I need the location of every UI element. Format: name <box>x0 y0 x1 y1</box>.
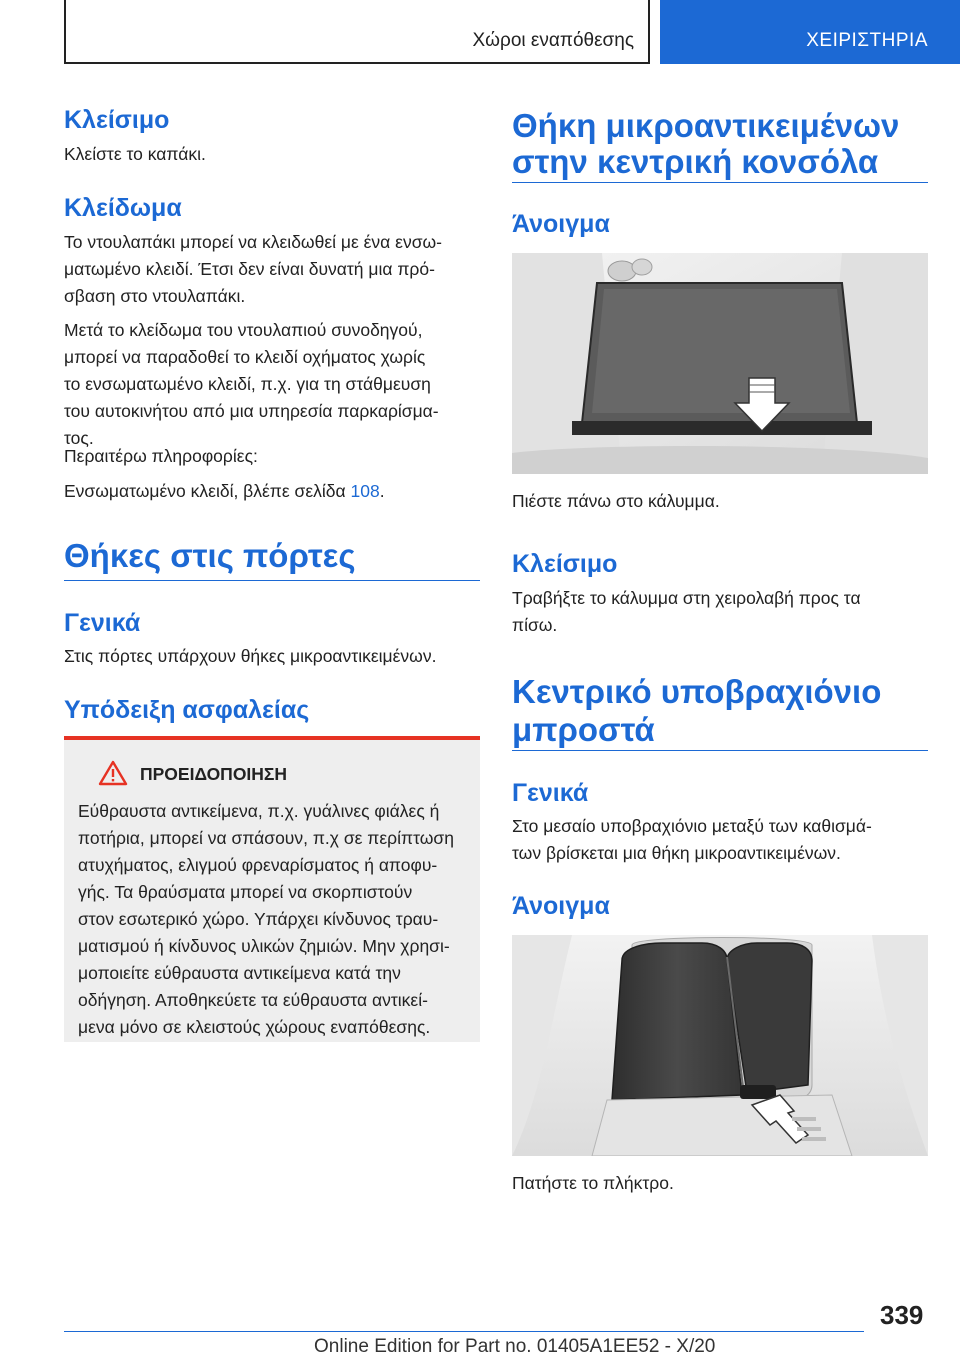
reference-line <box>64 478 385 505</box>
open2-caption: Πατήστε το πλήκτρο. <box>512 1173 674 1193</box>
header-section-title: Χώροι εναπόθεσης <box>472 30 634 51</box>
locking-heading: Κλείσιμο <box>64 106 170 134</box>
warning-line5: στον εσωτερικό χώρο. Υπάρχει κίνδυνος τραυ- <box>78 909 439 929</box>
armrest-general-line1: Στο μεσαίο υποβραχιόνιο μεταξύ των καθισμά- <box>512 816 872 836</box>
armrest-heading-line1: Κεντρικό υποβραχιόνιο <box>512 673 882 710</box>
safety-heading: Υπόδειξη ασφαλείας <box>64 696 310 724</box>
warning-line8: οδήγηση. Αποθηκεύετε τα εύθραυστα αντικεί- <box>78 990 428 1010</box>
lock-heading: Κλείδωμα <box>64 194 182 222</box>
armrest-image <box>512 935 928 1156</box>
console-heading-line1: Θήκη μικροαντικειμένων <box>512 107 900 144</box>
console-compartment-image <box>512 253 928 474</box>
warning-line3: ατυχήματος, ελιγμού φρεναρίσματος ή αποφυ- <box>78 855 438 875</box>
armrest-general-heading: Γενικά <box>512 779 589 807</box>
warning-triangle-icon <box>98 760 128 786</box>
warning-title: ΠΡΟΕΙΔΟΠΟΙΗΣΗ <box>140 764 288 784</box>
armrest-general-line2: των βρίσκεται μια θήκη μικροαντικειμένων. <box>512 843 841 863</box>
lock-p2-line4: του αυτοκινήτου από μια υπηρεσία παρκαρίσμα- <box>64 401 439 421</box>
open-caption: Πιέστε πάνω στο κάλυμμα. <box>512 491 720 511</box>
lock-p2-line3: το ενσωματωμένο κλειδί, π.χ. για τη στάθμευση <box>64 374 431 394</box>
open-heading: Άνοιγμα <box>512 210 610 238</box>
close-heading: Κλείσιμο <box>512 550 618 578</box>
doors-general-heading: Γενικά <box>64 609 141 637</box>
lock-p2-line5: τος. <box>64 428 94 448</box>
warning-line6: ματισμού ή κίνδυνος υλικών ζημιών. Μην χρησι- <box>78 936 450 956</box>
armrest-heading-line2: μπροστά <box>512 711 655 748</box>
doors-heading: Θήκες στις πόρτες <box>64 537 356 574</box>
warning-line1: Εύθραυστα αντικείμενα, π.χ. γυάλινες φιάλες ή <box>78 801 440 821</box>
console-heading-line2: στην κεντρική κονσόλα <box>512 143 879 180</box>
header-section-tab <box>64 0 650 64</box>
locking-text: Κλείστε το καπάκι. <box>64 144 206 164</box>
lock-p1-line2: ματωμένο κλειδί. Έτσι δεν είναι δυνατή μια πρό- <box>64 259 435 279</box>
lock-p2-line1: Μετά το κλείδωμα του ντουλαπιού συνοδηγού, <box>64 320 423 340</box>
lock-p2-line2: μπορεί να παραδοθεί το κλειδί οχήματος χωρίς <box>64 347 426 367</box>
doors-general-text: Στις πόρτες υπάρχουν θήκες μικροαντικειμένων. <box>64 646 437 666</box>
close-line1: Τραβήξτε το κάλυμμα στη χειρολαβή προς τα <box>512 588 861 608</box>
reference-text: Ενσωματωμένο κλειδί, βλέπε σελίδα <box>64 481 351 501</box>
lock-p1-line1: Το ντουλαπάκι μπορεί να κλειδωθεί με ένα ενσω- <box>64 232 443 252</box>
warning-line7: μοποιείτε εύθραυστα αντικείμενα κατά την <box>78 963 401 983</box>
footer-edition: Online Edition for Part no. 01405A1EE52 - X/20 <box>314 1336 716 1357</box>
lock-p1-line3: σβαση στο ντουλαπάκι. <box>64 286 246 306</box>
open2-heading: Άνοιγμα <box>512 892 610 920</box>
page-number: 339 <box>880 1300 924 1330</box>
reference-end: . <box>379 481 385 501</box>
footer-rule <box>64 1331 864 1332</box>
close-line2: πίσω. <box>512 615 558 635</box>
warning-line2: ποτήρια, μπορεί να σπάσουν, π.χ σε περίπτωση <box>78 828 454 848</box>
header-chapter-title: ΧΕΙΡΙΣΤΗΡΙΑ <box>806 30 928 51</box>
warning-line4: γής. Τα θραύσματα μπορεί να σκορπιστούν <box>78 882 413 902</box>
warning-box <box>64 736 480 1042</box>
more-info-label: Περαιτέρω πληροφορίες: <box>64 446 258 466</box>
warning-line9: μενα μόνο σε κλειστούς χώρους εναπόθεσης. <box>78 1017 431 1037</box>
doors-heading-rule <box>64 580 480 581</box>
header-chapter-tab <box>660 0 960 64</box>
armrest-heading-rule <box>512 750 928 751</box>
reference-page-link[interactable]: 108 <box>350 481 380 501</box>
console-heading-rule <box>512 182 928 183</box>
